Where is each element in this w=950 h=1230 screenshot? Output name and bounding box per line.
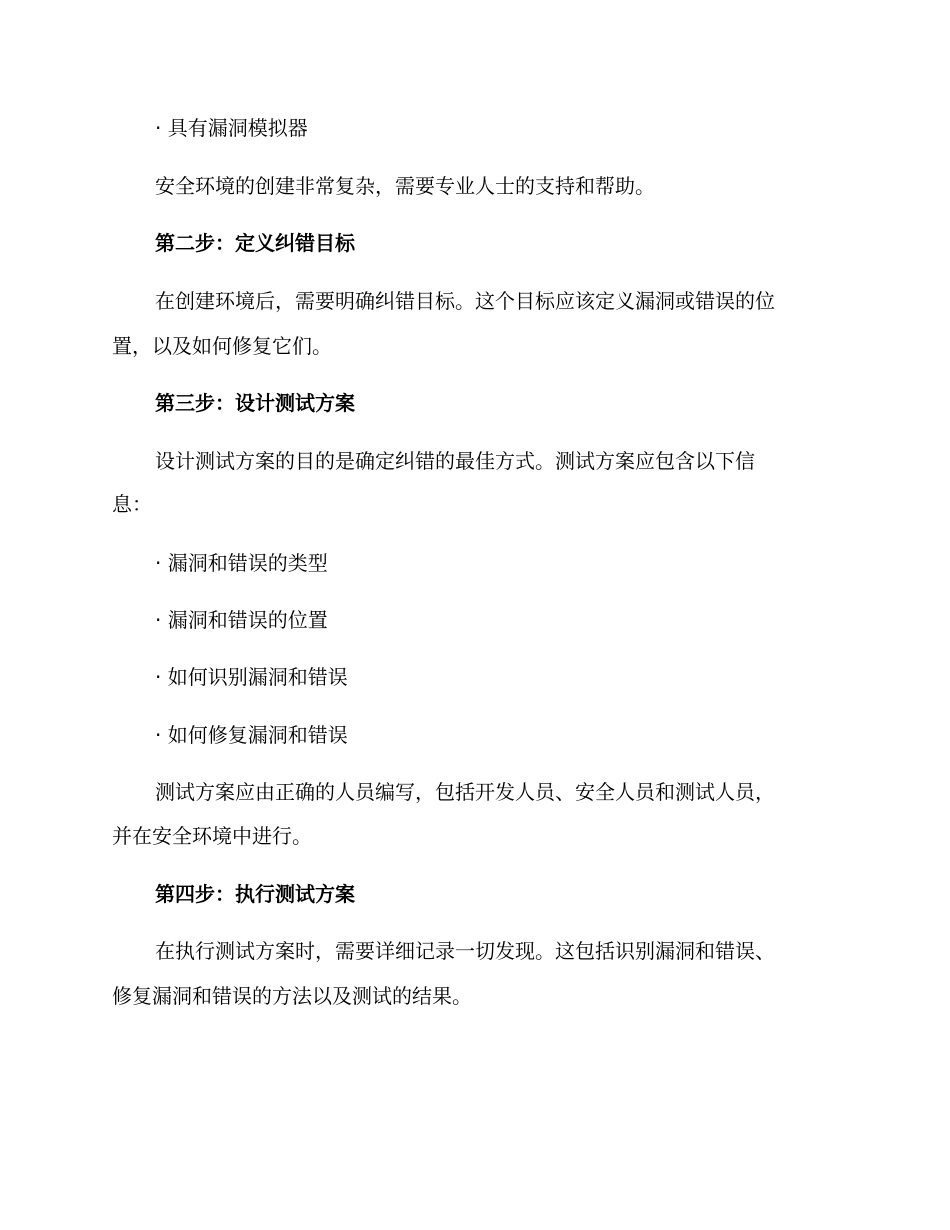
paragraph-define-target-line-1: 在创建环境后，需要明确纠错目标。这个目标应该定义漏洞或错误的位 [155, 289, 775, 313]
heading-step-three: 第三步：设计测试方案 [155, 391, 355, 415]
list-item: · 如何修复漏洞和错误 [155, 723, 348, 747]
heading-step-four: 第四步：执行测试方案 [155, 882, 355, 906]
paragraph-test-authors-line-2: 并在安全环境中进行。 [112, 824, 312, 848]
paragraph-test-authors-line-1: 测试方案应由正确的人员编写，包括开发人员、安全人员和测试人员， [155, 780, 775, 804]
paragraph-define-target-line-2: 置，以及如何修复它们。 [112, 334, 332, 358]
bullet-item-vulnerability-simulator: · 具有漏洞模拟器 [155, 116, 308, 140]
paragraph-test-plan-line-2: 息： [112, 492, 152, 516]
list-item: · 漏洞和错误的类型 [155, 551, 328, 575]
list-item: · 如何识别漏洞和错误 [155, 665, 348, 689]
paragraph-test-plan-line-1: 设计测试方案的目的是确定纠错的最佳方式。测试方案应包含以下信 [155, 449, 755, 473]
paragraph-secure-environment: 安全环境的创建非常复杂，需要专业人士的支持和帮助。 [155, 174, 655, 198]
list-item: · 漏洞和错误的位置 [155, 608, 328, 632]
paragraph-execute-line-2: 修复漏洞和错误的方法以及测试的结果。 [112, 984, 472, 1008]
paragraph-execute-line-1: 在执行测试方案时，需要详细记录一切发现。这包括识别漏洞和错误、 [155, 939, 775, 963]
heading-step-two: 第二步：定义纠错目标 [155, 231, 355, 255]
